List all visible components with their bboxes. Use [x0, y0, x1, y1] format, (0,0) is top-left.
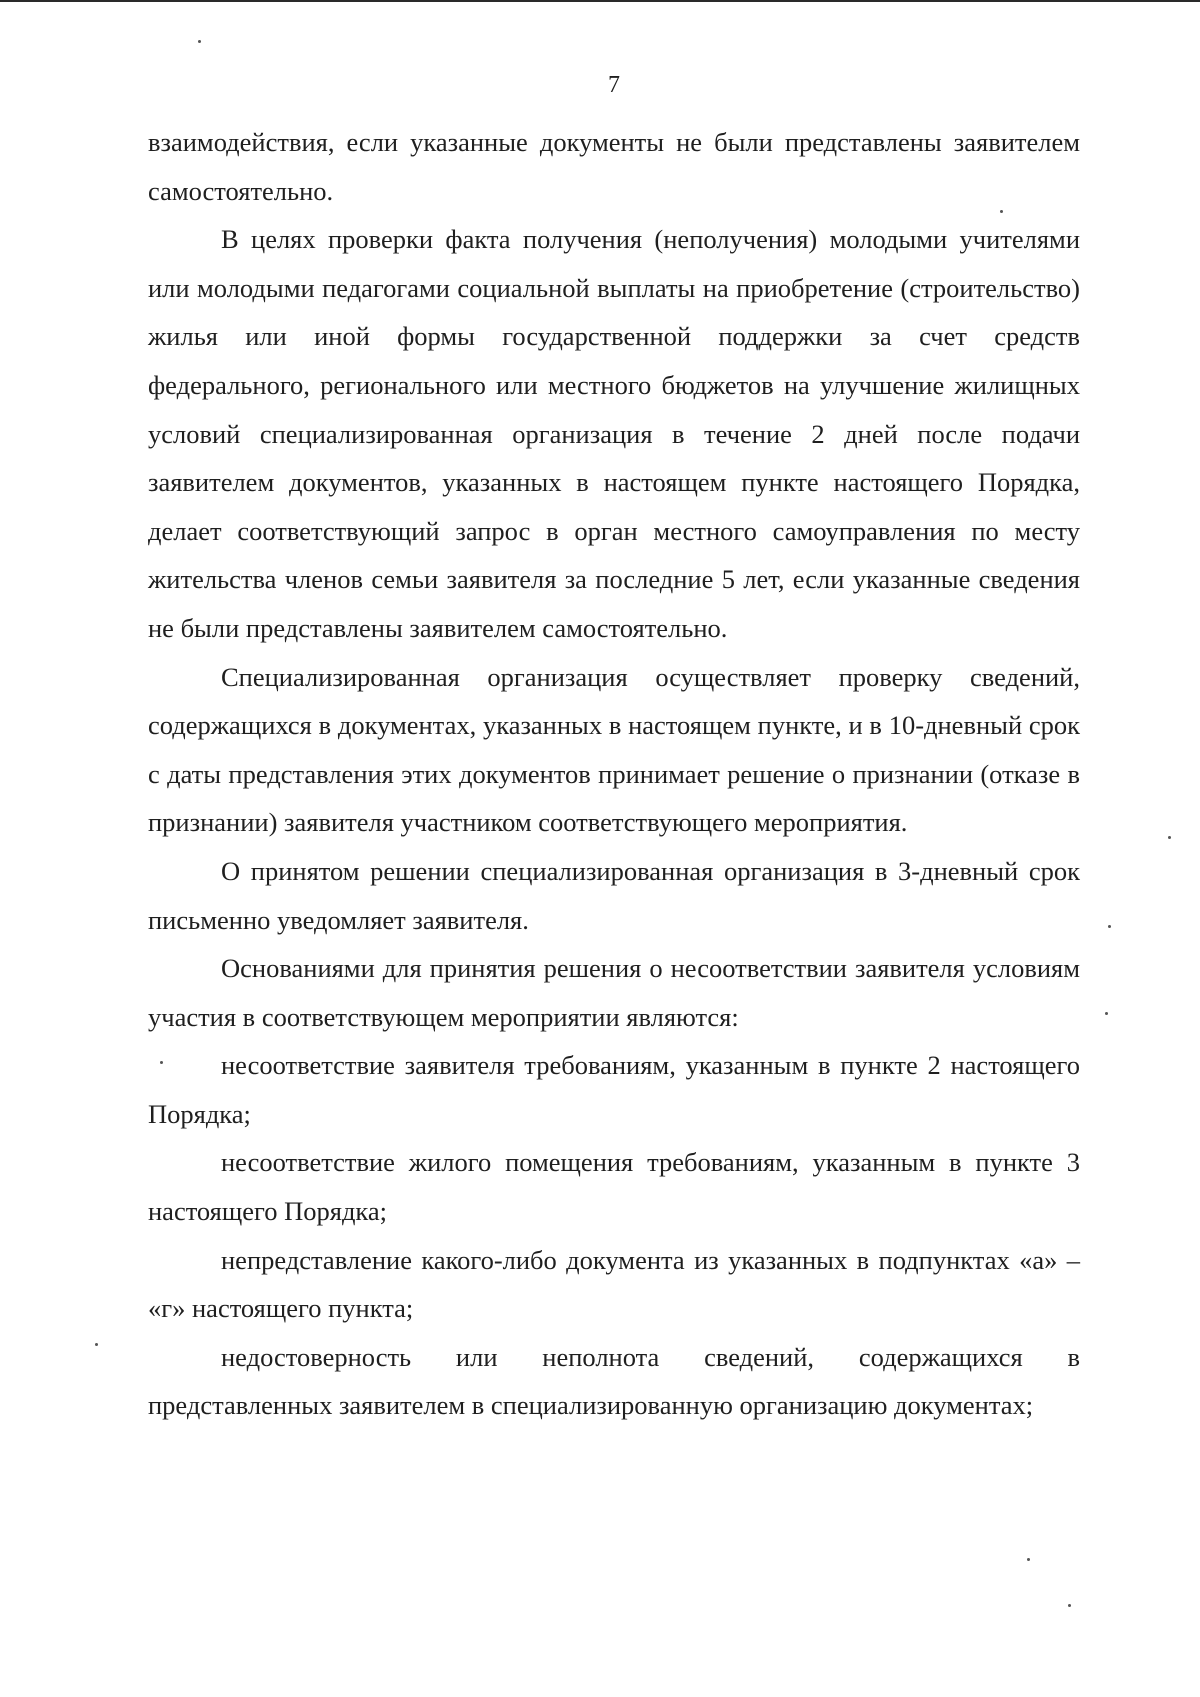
list-item-requirements: несоответствие заявителя требованиям, указанным в пункте 2 настоящего Порядка;: [148, 1050, 1080, 1129]
scan-speck: [95, 1343, 98, 1346]
list-item-reliability: недостоверность или неполнота сведений, содержащихся в представленных заявителем в специализированную организацию документах;: [148, 1341, 1080, 1421]
scan-speck: [1108, 925, 1111, 928]
paragraph-5: Основаниями для принятия решения о несоответствии заявителя условиям участия в соответствующем мероприятии являются:: [148, 953, 1080, 1032]
scan-speck: [1068, 1604, 1071, 1607]
scan-edge-line: [0, 0, 1200, 2]
scan-speck: [160, 1061, 163, 1064]
document-body: [148, 118, 1080, 1430]
paragraph-4: О принятом решении специализированная организация в 3-дневный срок письменно уведомляет заявителя.: [148, 855, 1080, 935]
paragraph-2: В целях проверки факта получения (неполучения) молодыми учителями или молодыми педагогами социальной выплаты на приобретение (строительство) жилья или иной формы государственной поддержки за счет средств федерального, регионального или местного бюджетов на улучшение жилищных условий специализированная организация в течение 2 дней после подачи заявителем документов, указанных в настоящем пункте настоящего Порядка, делает соответствующий запрос в орган местного самоуправления по месту жительства членов семьи заявителя за последние 5 лет, если указанные сведения не были представлены заявителем самостоятельно.: [148, 224, 1080, 643]
paragraph-3: Специализированная организация осуществляет проверку сведений, содержащихся в документах, указанных в настоящем пункте, и в 10-дневный срок с даты представления этих документов принимает решение о признании (отказе в признании) заявителя участником соответствующего мероприятия.: [148, 661, 1080, 838]
paragraph-1: взаимодействия, если указанные документы не были представлены заявителем самостоятельно.: [148, 127, 1080, 206]
scan-speck: [1027, 1558, 1030, 1561]
scan-speck: [1105, 1012, 1108, 1015]
page-number: 7: [608, 72, 620, 98]
scan-speck: [1168, 836, 1171, 839]
list-item-documents: непредставление какого-либо документа из указанных в подпунктах «а» – «г» настоящего пункта;: [148, 1244, 1080, 1324]
scan-speck: [198, 40, 201, 43]
scan-speck: [1000, 210, 1003, 213]
list-item-housing: несоответствие жилого помещения требованиям, указанным в пункте 3 настоящего Порядка;: [148, 1147, 1080, 1227]
